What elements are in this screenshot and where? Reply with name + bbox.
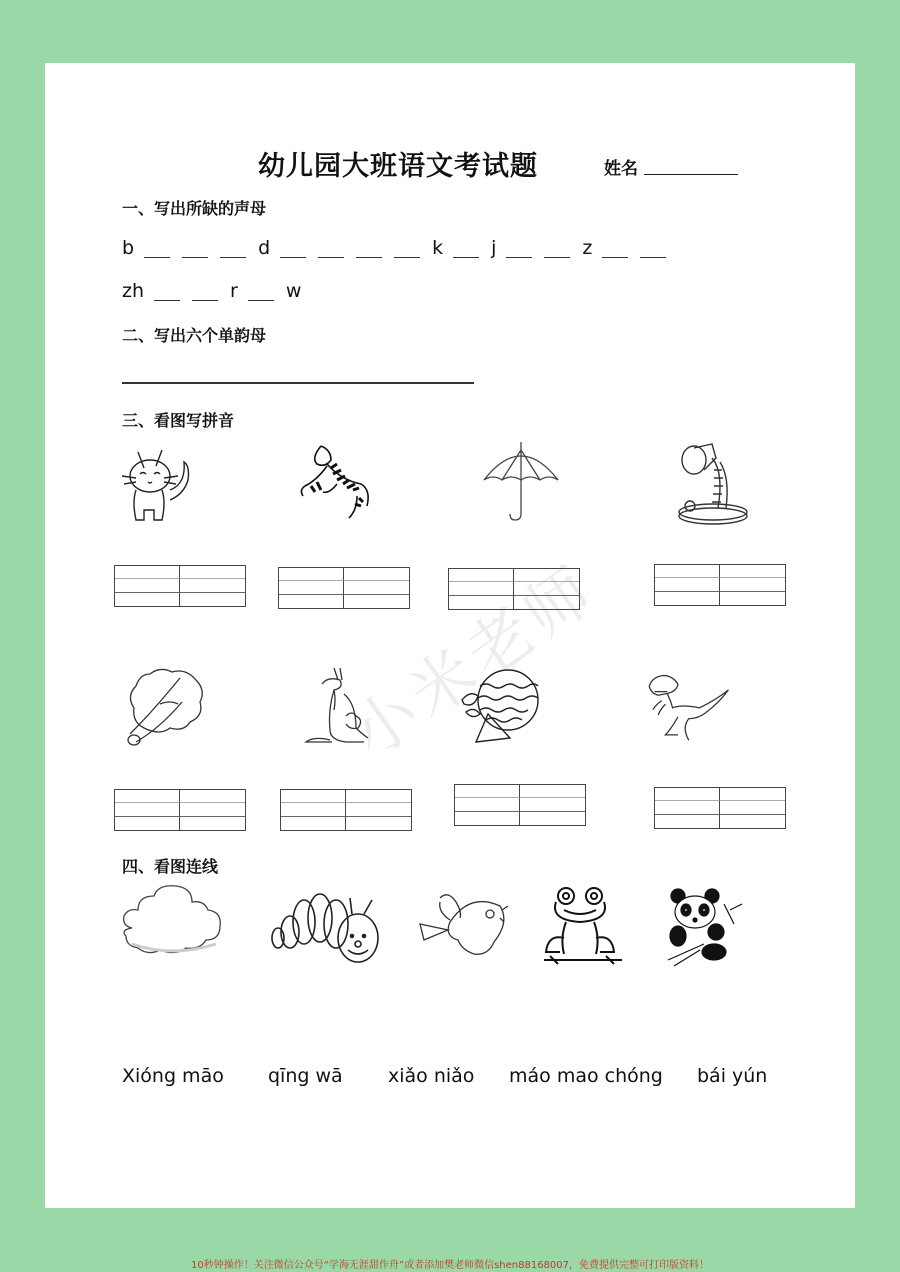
pinyin-writing-grid[interactable] [654, 564, 786, 606]
section2-heading: 二、写出六个单韵母 [122, 326, 267, 345]
initial-letter: w [285, 280, 302, 302]
initials-row-2 [122, 281, 311, 301]
blank-line[interactable] [182, 241, 208, 258]
blank-line[interactable] [356, 241, 382, 258]
match-word-bird[interactable]: xiǎo niǎo [388, 1065, 475, 1087]
caterpillar-icon[interactable] [268, 884, 383, 969]
initial-letter: j [491, 237, 497, 259]
watermelon-icon [456, 664, 546, 749]
pinyin-writing-grid[interactable] [654, 787, 786, 829]
blank-line[interactable] [318, 241, 344, 258]
pinyin-writing-grid[interactable] [280, 789, 412, 831]
initial-letter: z [582, 237, 593, 259]
section3-heading: 三、看图写拼音 [122, 411, 235, 430]
vowels-answer-line[interactable] [122, 382, 474, 384]
cat-icon [118, 440, 208, 525]
initial-letter: b [122, 237, 135, 259]
match-word-panda[interactable]: Xióng māo [122, 1065, 224, 1087]
bird-icon[interactable] [414, 884, 514, 969]
blank-line[interactable] [453, 241, 479, 258]
blank-line[interactable] [640, 241, 666, 258]
dinosaur-icon [642, 664, 732, 749]
initial-letter: d [258, 237, 271, 259]
match-word-frog[interactable]: qīng wā [268, 1065, 343, 1087]
section4-heading: 四、看图连线 [122, 857, 219, 876]
blank-line[interactable] [506, 241, 532, 258]
pinyin-writing-grid[interactable] [114, 565, 246, 607]
blank-line[interactable] [544, 241, 570, 258]
name-label: 姓名 [604, 159, 638, 179]
blank-line[interactable] [154, 284, 180, 301]
pinyin-writing-grid[interactable] [454, 784, 586, 826]
desk-lamp-icon [668, 440, 758, 525]
umbrella-icon [476, 440, 566, 525]
page-title: 幼儿园大班语文考试题 [258, 151, 538, 182]
initial-letter: zh [122, 280, 145, 302]
panda-icon[interactable] [664, 884, 744, 969]
pinyin-writing-grid[interactable] [114, 789, 246, 831]
blank-line[interactable] [144, 241, 170, 258]
blank-line[interactable] [192, 284, 218, 301]
initials-row-1 [122, 238, 678, 258]
section1-heading: 一、写出所缺的声母 [122, 199, 267, 218]
match-word-caterpillar[interactable]: máo mao chóng [509, 1065, 663, 1087]
blank-line[interactable] [280, 241, 306, 258]
blank-line[interactable] [602, 241, 628, 258]
name-input-line[interactable] [644, 174, 738, 175]
blank-line[interactable] [248, 284, 274, 301]
zebra-icon [297, 440, 387, 525]
kangaroo-icon [300, 664, 390, 749]
cloud-icon[interactable] [118, 884, 228, 969]
cabbage-icon [120, 664, 210, 749]
initial-letter: r [230, 280, 238, 302]
blank-line[interactable] [394, 241, 420, 258]
promo-footer: 10秒钟操作！关注微信公众号“学海无涯甜作舟”或者添加樊老师微信shen88168007，免费提供完整可打印版资料！ [190, 1260, 710, 1271]
initial-letter: k [432, 237, 444, 259]
watermark: 小米老师 [338, 551, 611, 773]
pinyin-writing-grid[interactable] [448, 568, 580, 610]
frog-icon[interactable] [544, 884, 624, 969]
blank-line[interactable] [220, 241, 246, 258]
pinyin-writing-grid[interactable] [278, 567, 410, 609]
match-word-cloud[interactable]: bái yún [697, 1065, 768, 1087]
